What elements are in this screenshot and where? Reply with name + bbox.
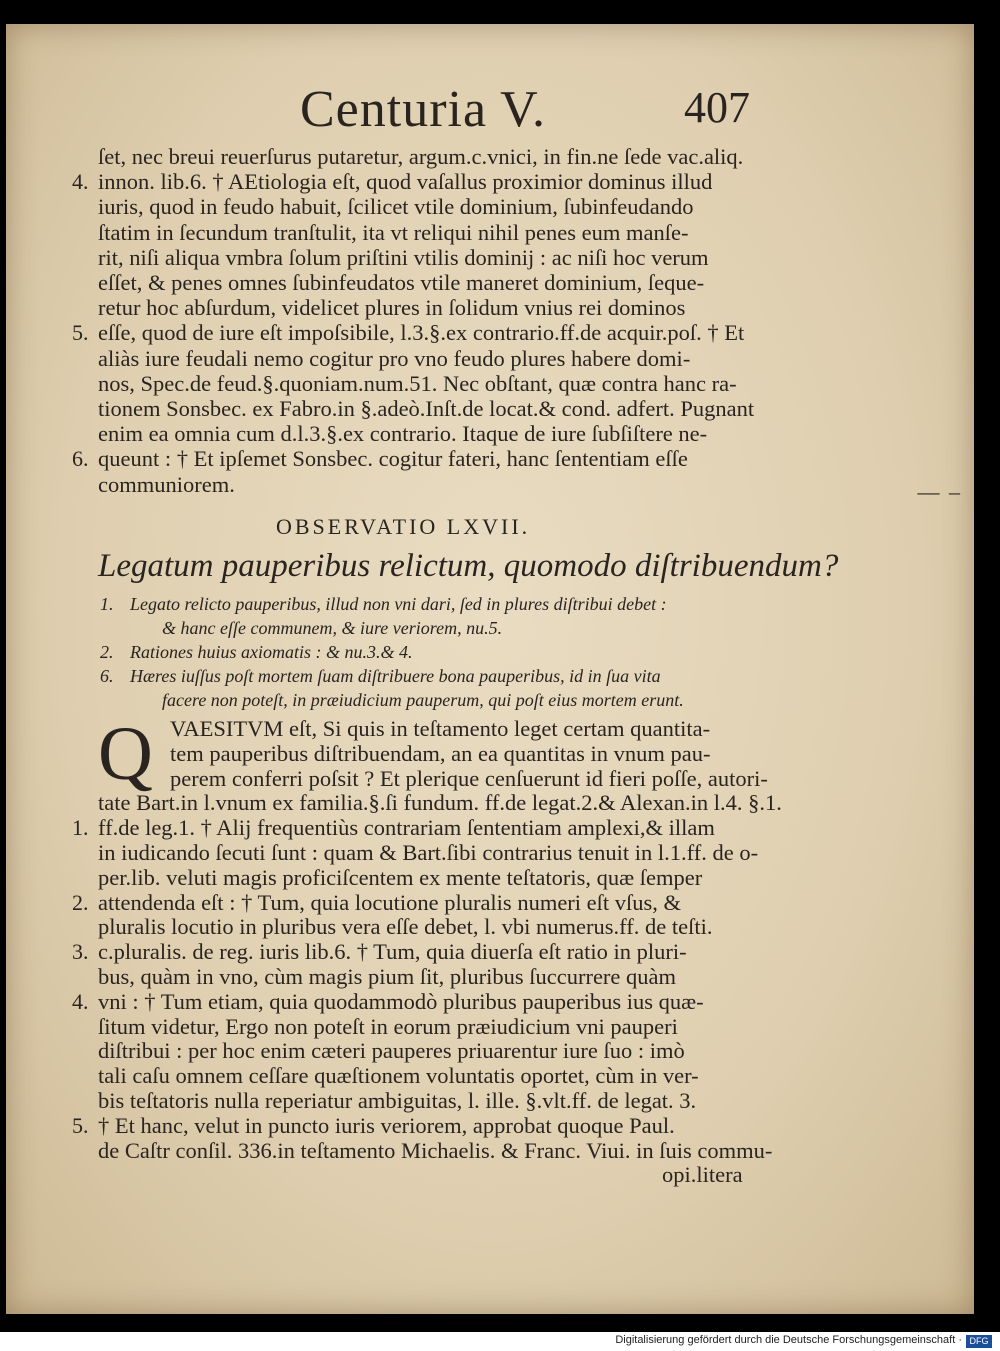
text-line: eſſet, & penes omnes ſubinfeudatos vtile maneret dominium, ſeque- [98,270,705,295]
summary-line: facere non poteſt, in præiudicium pauperum, qui poſt eius mortem erunt. [162,690,684,710]
text-line: communiorem. [98,471,235,497]
text-line: ſtatim in ſecundum tranſtulit, ita vt reliqui nihil penes eum manſe- [98,219,689,245]
summary-line: Rationes huius axiomatis : & nu.3.& 4. [130,642,413,662]
footer-bar [0,1332,1000,1351]
margin-number: 4. [72,169,89,195]
text-line: innon. lib.6. † AEtiologia eſt, quod vaſallus proximior dominus illud [98,169,713,195]
text-line: opi.litera [662,1162,743,1188]
summary-line: Legato relicto pauperibus, illud non vni dari, ſed in plures diſtribui debet : [130,594,667,614]
summary-number: 6. [100,666,114,686]
running-title: Centuria V. [300,81,546,138]
text-line: VAESITVM eſt, Si quis in teſtamento leget certam quantita- [170,716,711,741]
page-mark: — – [917,479,962,504]
observatio-subtitle: Legatum pauperibus relictum, quomodo diſtribuendum? [98,548,839,584]
summary-number: 2. [100,642,114,662]
text-line: c.pluralis. de reg. iuris lib.6. † Tum, quia diuerſa eſt ratio in pluri- [98,939,687,965]
margin-number: 3. [72,939,89,965]
text-line: iuris, quod in feudo habuit, ſcilicet vtile dominium, ſubinfeudando [98,194,694,220]
drop-cap: Q [98,712,153,796]
text-line: vni : † Tum etiam, quia quodammodò pluribus pauperibus ius quæ- [98,988,704,1014]
margin-number: 1. [72,815,89,841]
summary-line: Hæres iuſſus poſt mortem ſuam diſtribuere bona pauperibus, id in ſua vita [130,666,661,686]
summary-line: & hanc eſſe communem, & iure veriorem, nu.5. [162,618,503,638]
observatio-heading: OBSERVATIO LXVII. [276,514,531,539]
text-line: rit, niſi aliqua vmbra ſolum priſtini vtilis dominij : ac niſi hoc verum [98,244,709,270]
text-line: diſtribui : per hoc enim cæteri pauperes priuarentur iure ſuo : imò [98,1038,685,1064]
text-line: tate Bart.in l.vnum ex familia.§.ſi fundum. ff.de legat.2.& Alexan.in l.4. §.1. [98,790,782,816]
margin-number: 5. [72,1112,89,1138]
text-line: per.lib. veluti magis proficiſcentem ex mente teſtatoris, quæ ſemper [98,864,703,890]
page-number: 407 [684,83,750,132]
footer-credit: Digitalisierung gefördert durch die Deutsche Forschungsgemeinschaft · [615,1334,962,1346]
text-line: aliàs iure feudali nemo cogitur pro vno feudo plures habere domi- [98,345,691,371]
text-line: attendenda eſt : † Tum, quia locutione pluralis numeri eſt vſus, & [98,889,682,915]
text-line: pluralis locutio in pluribus vera eſſe debet, l. vbi numerus.ff. de teſti. [98,914,713,940]
text-line: eſſe, quod de iure eſt impoſsibile, l.3.§.ex contrario.ff.de acquir.poſ. † Et [98,320,745,346]
margin-number: 2. [72,889,89,915]
text-line: de Caſtr conſil. 336.in teſtamento Michaelis. & Franc. Viui. in ſuis commu- [98,1137,773,1163]
text-line: ſet, nec breui reuerſurus putaretur, argum.c.vnici, in fin.ne ſede vac.aliq. [98,144,744,169]
text-line: † Et hanc, velut in puncto iuris veriorem, approbat quoque Paul. [98,1112,675,1138]
margin-number: 6. [72,446,89,472]
text-line: tali caſu omnem ceſſare quæſtionem voluntatis oportet, cùm in ver- [98,1063,699,1089]
scanned-page [6,24,974,1314]
text-line: nos, Spec.de feud.§.quoniam.num.51. Nec obſtant, quæ contra hanc ra- [98,370,737,396]
summary-number: 1. [100,594,114,614]
text-line: bus, quàm in vno, cùm magis pium ſit, pluribus ſuccurrere quàm [98,964,677,989]
text-line: tionem Sonsbec. ex Fabro.in §.adeò.Inſt.de locat.& cond. adfert. Pugnant [98,396,755,421]
text-line: ff.de leg.1. † Alij frequentiùs contrariam ſententiam amplexi,& illam [98,815,715,841]
dfg-logo: DFG [966,1335,992,1348]
text-line: queunt : † Et ipſemet Sonsbec. cogitur fateri, hanc ſententiam eſſe [98,446,688,472]
text-line: tem pauperibus diſtribuendam, an ea quantitas in vnum pau- [170,740,711,766]
text-line: enim ea omnia cum d.l.3.§.ex contrario. Itaque de iure ſubſiſtere ne- [98,421,708,447]
margin-number: 5. [72,320,89,346]
text-line: perem conferri poſsit ? Et plerique cenſuerunt id fieri poſſe, autori- [170,765,768,791]
text-line: bis teſtatoris nulla reperiatur ambiguitas, l. ille. §.vlt.ff. de legat. 3. [98,1088,697,1113]
text-line: retur hoc abſurdum, videlicet plures in ſolidum vnius rei dominos [98,295,686,321]
text-line: ſitum videtur, Ergo non poteſt in eorum præiudicium vni pauperi [98,1013,678,1039]
margin-number: 4. [72,988,89,1014]
text-line: in iudicando ſecuti ſunt : quam & Bart.ſibi contrarius tenuit in l.1.ff. de o- [98,840,759,865]
